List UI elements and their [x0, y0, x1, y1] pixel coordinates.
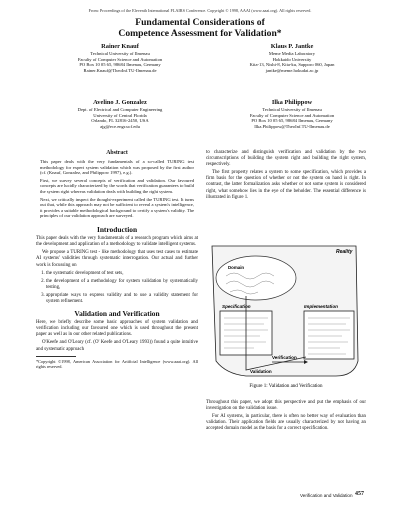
author-affiliation: Technical University of Ilmenau	[90, 51, 150, 56]
author-block-philippow	[212, 99, 372, 129]
author-affiliation: University of Central Florida	[93, 112, 147, 118]
page-number: 457	[355, 491, 364, 497]
abstract-heading: Abstract	[106, 150, 128, 156]
abstract	[36, 159, 198, 219]
author-name: Klaus P. Jantke	[270, 43, 314, 50]
domain-region	[216, 256, 296, 300]
footnote-rule	[36, 356, 76, 357]
intro-paragraph: This paper deals with the very fundamentals of a research program which aims at the development and application of a methodology to validate intelligent systems.	[36, 236, 198, 248]
verification-label: Verification	[272, 355, 297, 360]
abstract-paragraph: Next, we critically inspect the thought-experiment called the TURING test. It turns out that, while this approach may not be sufficient to reveal a system's intelligence, it provides a suitable methodological background to certify a system's validity. The principles of our validation approach are surveyed.	[40, 196, 194, 219]
author-name: Ilka Philippow	[271, 99, 313, 106]
author-affiliation: Technical University of Ilmenau	[262, 107, 322, 112]
figure-validation-verification	[206, 236, 366, 390]
right-column-lower	[206, 400, 366, 434]
intro-paragraph: We propose a TURING test - like methodology that uses test cases to estimate AI systems' validities through systematic interrogation. Our actual and further work is focussing on	[36, 250, 198, 268]
vv-paragraph: O'Keefe and O'Leary (cf. (O' Keefe and O'Leary 1993)) found a quite intuitive and systematic approach	[36, 340, 198, 352]
author-block-jantke	[212, 43, 372, 73]
paper-title-line-1: Fundamental Considerations of	[135, 17, 265, 28]
footnote: *Copyright ©1998, American Association for Artificial Intelligence (www.aaai.org). All rights reserved.	[36, 358, 198, 369]
author-block-gonzalez	[40, 99, 200, 129]
author-affiliation: Faculty of Computer Science and Automation	[77, 56, 163, 62]
introduction-heading: Introduction	[96, 225, 138, 235]
specification-label: Specification	[222, 304, 251, 309]
abstract-paragraph: First, we survey several concepts of verification and validation. Our favoured concepts are lucidly characterized by the words that verification guarantees to build the system right whereas validation deals with building the right system.	[40, 177, 194, 195]
author-email: jantke@meme.hokudai.ac.jp	[265, 67, 319, 73]
list-item: 3. appropriate ways to express validity and to use a validity statement for system refinement.	[46, 293, 198, 305]
domain-label: Domain	[228, 265, 245, 270]
implementation-label: Implementation	[304, 304, 338, 309]
body-paragraph: to characterize and distinguish verification and validation by the two circumscriptions of building the system right and building the right system, respectively.	[206, 150, 366, 168]
author-name: Rainer Knauf	[101, 43, 139, 50]
author-address: PO Box 10 05 65, 98684 Ilmenau, Germany	[79, 62, 161, 68]
validation-verification-heading: Validation and Verification	[74, 309, 160, 319]
author-affiliation: Dept. of Electrical and Computer Engineering	[77, 107, 163, 112]
author-email: Ilka.Philippow@TheoInf.TU-Ilmenau.de	[254, 123, 330, 129]
left-column	[36, 150, 198, 369]
body-paragraph: The first property relates a system to some specification, which provides a firm basis for the question of whether or not the system on hand is right. In contrast, the latter formalization asks whether or not some system is considered right, what somehow lies in the eye of the beholder. The essential difference is illustrated in figure 1.	[206, 170, 366, 200]
author-email: Rainer.Knauf@TheoInf.TU-Ilmenau.de	[83, 67, 157, 73]
list-item: 1. the systematic development of test sets,	[46, 271, 198, 277]
author-name: Avelino J. Gonzalez	[93, 99, 147, 106]
author-block-knauf	[40, 43, 200, 73]
abstract-paragraph: This paper deals with the very fundamentals of a so-called TURING test methodology for expert system validation which was proposed by the first author (cf. (Knauf, Gonzalez, and Philippow 1997), e.g.).	[40, 159, 194, 176]
figure-caption: Figure 1: Validation and Verification	[249, 384, 323, 389]
body-paragraph: Throughout this paper, we adopt this perspective and put the emphasis of our investigation on the validation issue.	[206, 400, 366, 412]
footer-section-label: Verification and Validation	[300, 493, 353, 498]
author-email: ajg@ece.engr.ucf.edu	[100, 123, 140, 129]
author-affiliation: Hokkaido University	[272, 56, 312, 62]
author-address: Orlando, FL 32816-2450, USA	[91, 118, 149, 124]
focus-list	[36, 271, 198, 305]
author-affiliation: Faculty of Computer Science and Automation	[249, 112, 335, 118]
body-paragraph: For AI systems, in particular, there is often no better way of evaluation than validation. Their application fields are usually characterized by not having an accepted domain model as the basis for a correct specification.	[206, 414, 366, 432]
author-affiliation: Meme Media Laboratory	[268, 51, 316, 56]
author-address: Kita-13, Nishi-8, Kita-ku, Sapporo 060, Japan	[249, 62, 335, 68]
author-address: PO Box 10 05 65, 98684 Ilmenau, Germany	[251, 118, 333, 124]
vv-paragraph: Here, we briefly describe some basic approaches of system validation and verification including our favoured one which is used throughout the present paper as well as in our other related publications.	[36, 320, 198, 338]
paper-title-line-2: Competence Assessment for Validation*	[118, 28, 282, 39]
right-column	[206, 150, 366, 203]
list-item: 2. the development of a methodology for system validation by systematically testing,	[46, 279, 198, 291]
reality-label: Reality	[336, 249, 353, 255]
validation-label: Validation	[250, 369, 272, 374]
copyright-header: From: Proceedings of the Eleventh International FLAIRS Conference. Copyright © 1998, AAAI (www.aaai.org). All rights reserved.	[88, 8, 312, 13]
